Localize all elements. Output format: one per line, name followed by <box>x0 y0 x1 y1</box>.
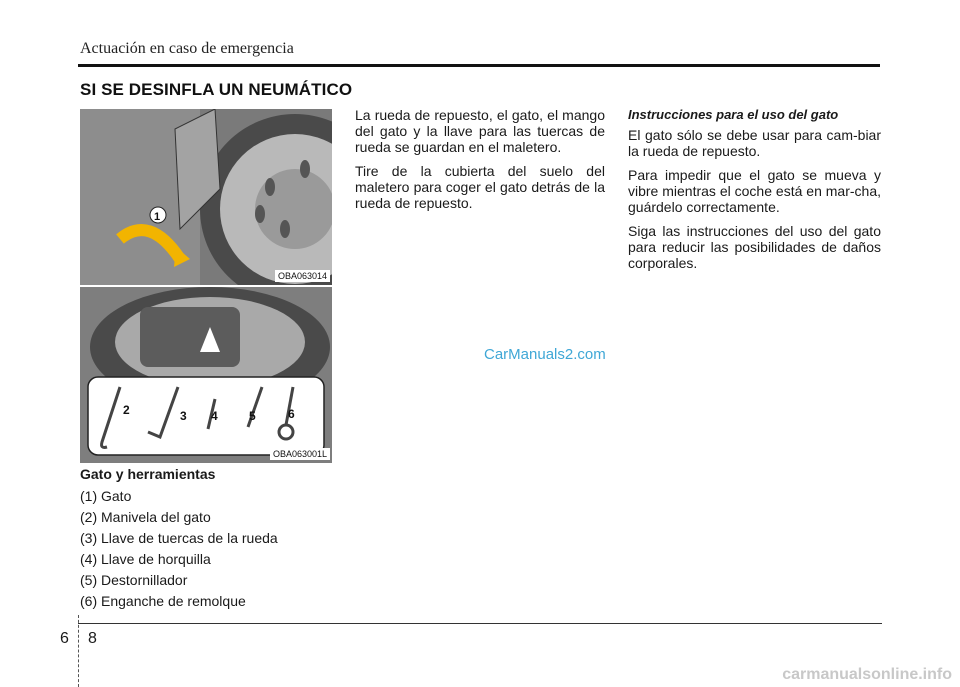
chapter-number: 6 <box>60 630 69 647</box>
figure2-code: OBA063001L <box>270 448 330 460</box>
footer-rule <box>78 623 882 624</box>
svg-text:5: 5 <box>249 409 256 423</box>
paragraph: Tire de la cubierta del suelo del maletero para coger el gato detrás de la rueda de repuesto. <box>355 163 605 211</box>
tools-illustration <box>80 287 332 463</box>
tool-list-item: (4) Llave de horquilla <box>80 551 211 567</box>
footer-divider <box>78 615 79 687</box>
jack-instructions-heading: Instrucciones para el uso del gato <box>628 107 839 122</box>
spare-tire-photo <box>80 109 332 285</box>
svg-text:1: 1 <box>154 211 161 223</box>
figure1-code: OBA063014 <box>275 270 330 282</box>
svg-text:3: 3 <box>180 409 187 423</box>
column-2 <box>355 107 605 219</box>
tool-list-item: (3) Llave de tuercas de la rueda <box>80 530 278 546</box>
svg-text:4: 4 <box>211 409 218 423</box>
tool-list-item: (6) Enganche de remolque <box>80 593 246 609</box>
svg-text:6: 6 <box>288 407 295 421</box>
tool-list <box>80 486 278 612</box>
paragraph: La rueda de repuesto, el gato, el mango del gato y la llave para las tuercas de rueda se guardan en el maletero. <box>355 107 605 155</box>
svg-text:2: 2 <box>123 403 130 417</box>
chapter-title: Actuación en caso de emergencia <box>80 40 294 57</box>
column-3 <box>628 107 881 279</box>
paragraph: El gato sólo se debe usar para cam-biar la rueda de repuesto. <box>628 127 881 159</box>
paragraph: Siga las instrucciones del uso del gato para reducir las posibilidades de daños corporales. <box>628 223 881 271</box>
header-rule <box>78 64 880 67</box>
tool-list-item: (2) Manivela del gato <box>80 509 211 525</box>
page-number: 8 <box>88 630 97 647</box>
tools-photo <box>80 287 332 463</box>
watermark-link[interactable]: CarManuals2.com <box>484 346 606 363</box>
tool-list-item: (5) Destornillador <box>80 572 188 588</box>
paragraph: Para impedir que el gato se mueva y vibre mientras el coche está en mar-cha, guárdelo correctamente. <box>628 167 881 215</box>
footer-watermark[interactable]: carmanualsonline.info <box>782 666 952 683</box>
spare-tire-illustration <box>80 109 332 285</box>
figure-caption-title: Gato y herramientas <box>80 466 216 482</box>
section-title: SI SE DESINFLA UN NEUMÁTICO <box>80 80 353 99</box>
tool-list-item: (1) Gato <box>80 488 132 504</box>
